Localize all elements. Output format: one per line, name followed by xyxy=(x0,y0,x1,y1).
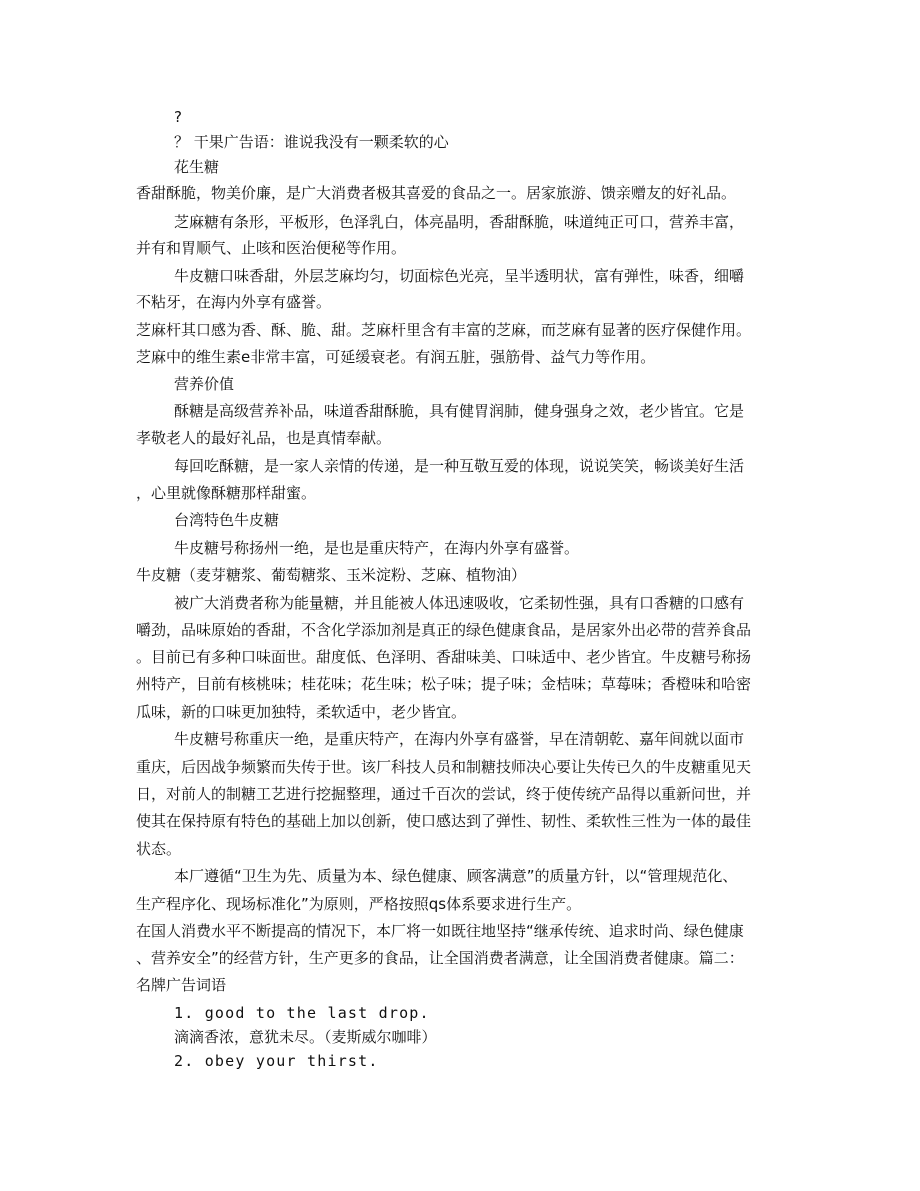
text-line: 嚼劲，品味原始的香甜，不含化学添加剂是真正的绿色健康食品，是居家外出必带的营养食品 xyxy=(136,621,752,639)
text-line: 芝麻杆其口感为香、酥、脆、甜。芝麻杆里含有丰富的芝麻，而芝麻有显著的医疗保健作用。 xyxy=(136,321,752,339)
text-line: 本厂遵循“卫生为先、质量为本、绿色健康、顾客满意”的质量方针，以“管理规范化、 xyxy=(174,867,738,885)
text-line: 芝麻中的维生素e非常丰富，可延缓衰老。有润五脏，强筋骨、益气力等作用。 xyxy=(136,348,656,366)
text-line: 日，对前人的制糖工艺进行挖掘整理，通过千百次的尝试，终于使传统产品得以重新问世，并 xyxy=(136,785,752,803)
text-line: 牛皮糖号称扬州一绝，是也是重庆特产，在海内外享有盛誉。 xyxy=(174,539,580,557)
text-line: 芝麻糖有条形，平板形，色泽乳白，体亮晶明，香甜酥脆，味道纯正可口，营养丰富， xyxy=(174,213,745,231)
doc-title: ？ 干果广告语：谁说我没有一颗柔软的心 xyxy=(174,133,449,151)
list-item: 2. obey your thirst. xyxy=(174,1052,379,1070)
text-line: 被广大消费者称为能量糖，并且能被人体迅速吸收，它柔韧性强，具有口香糖的口感有 xyxy=(174,594,745,612)
text-line: 酥糖是高级营养补品，味道香甜酥脆，具有健胃润肺，健身强身之效，老少皆宜。它是 xyxy=(174,402,745,420)
section-heading: 台湾特色牛皮糖 xyxy=(174,511,280,529)
text-line: 并有和胃顺气、止咳和医治便秘等作用。 xyxy=(136,239,407,257)
list-item: 1. good to the last drop. xyxy=(174,1004,430,1022)
section-heading: 花生糖 xyxy=(174,158,220,176)
text-line: 牛皮糖（麦芽糖浆、葡萄糖浆、玉米淀粉、芝麻、植物油） xyxy=(136,566,527,584)
section-heading: 名牌广告词语 xyxy=(136,976,227,994)
text-line: 每回吃酥糖，是一家人亲情的传递，是一种互敬互爱的体现，说说笑笑，畅谈美好生活 xyxy=(174,457,745,475)
text-line: 在国人消费水平不断提高的情况下，本厂将一如既往地坚持“继承传统、追求时尚、绿色健康 xyxy=(136,922,744,940)
text-line: 牛皮糖口味香甜，外层芝麻均匀，切面棕色光亮，呈半透明状，富有弹性，味香，细嚼 xyxy=(174,267,745,285)
text-line: 州特产，目前有核桃味；桂花味；花生味；松子味；提子味；金桔味；草莓味；香橙味和哈密 xyxy=(136,675,752,693)
text-line: 、营养安全”的经营方针，生产更多的食品，让全国消费者满意，让全国消费者健康。篇二： xyxy=(136,949,744,967)
text-line: 瓜味，新的口味更加独特，柔软适中，老少皆宜。 xyxy=(136,703,467,721)
text-line: 滴滴香浓，意犹未尽。（麦斯威尔咖啡） xyxy=(174,1028,437,1046)
text-line: 使其在保持原有特色的基础上加以创新，使口感达到了弹性、韧性、柔软性三性为一体的最佳 xyxy=(136,812,752,830)
section-heading: 营养价值 xyxy=(174,375,235,393)
text-line: 孝敬老人的最好礼品，也是真情奉献。 xyxy=(136,429,392,447)
text-line: ，心里就像酥糖那样甜蜜。 xyxy=(136,484,317,502)
text-line: 不粘牙，在海内外享有盛誉。 xyxy=(136,293,332,311)
text-line: 香甜酥脆，物美价廉，是广大消费者极其喜爱的食品之一。居家旅游、馈亲赠友的好礼品。 xyxy=(136,184,737,202)
text-line: 。目前已有多种口味面世。甜度低、色泽明、香甜味美、口味适中、老少皆宜。牛皮糖号称扬 xyxy=(136,648,752,666)
text-line: 生产程序化、现场标准化”为原则，严格按照qs体系要求进行生产。 xyxy=(136,895,582,913)
text-line: ? xyxy=(174,108,182,126)
text-line: 重庆，后因战争频繁而失传于世。该厂科技人员和制糖技师决心要让失传已久的牛皮糖重见天 xyxy=(136,758,752,776)
text-line: 状态。 xyxy=(136,840,182,858)
text-line: 牛皮糖号称重庆一绝，是重庆特产，在海内外享有盛誉，早在清朝乾、嘉年间就以面市 xyxy=(174,730,745,748)
